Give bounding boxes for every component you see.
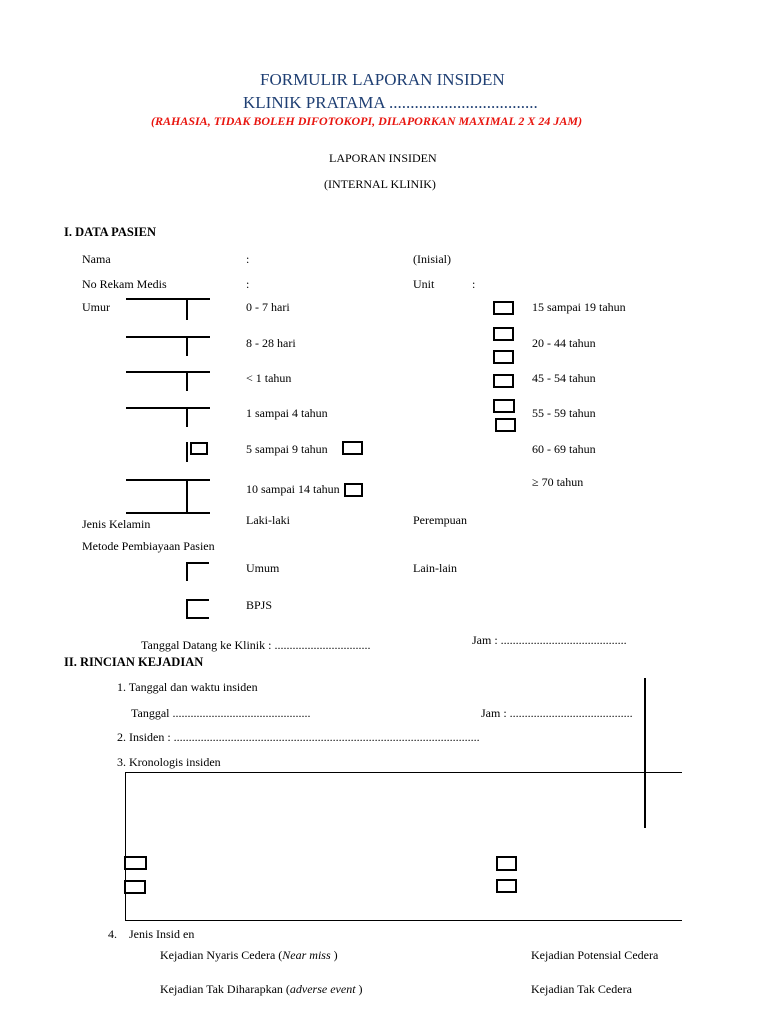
checkbox-no-injury[interactable] xyxy=(496,879,517,893)
age-option-1-4-years: 1 sampai 4 tahun xyxy=(246,406,328,420)
checkbox-age-55-59[interactable] xyxy=(493,374,514,388)
incident-type-number: 4. xyxy=(108,927,117,941)
incident-time-field[interactable]: Jam : ......................................... xyxy=(481,706,633,720)
section-patient-data-heading: I. DATA PASIEN xyxy=(64,225,157,239)
gender-male-option: Laki-laki xyxy=(246,513,290,527)
checkbox-age-45-54[interactable] xyxy=(493,350,514,364)
name-label: Nama xyxy=(82,252,111,266)
near-miss-option xyxy=(160,948,338,963)
checkbox-age-0-7-top[interactable] xyxy=(126,298,210,300)
checkbox-age-under-1-top[interactable] xyxy=(126,371,210,373)
adverse-event-prefix: Kejadian Tak Diharapkan ( xyxy=(160,982,290,996)
medical-record-label: No Rekam Medis xyxy=(82,277,167,291)
unit-label: Unit xyxy=(413,277,435,291)
incident-date-field[interactable]: Tanggal .............................................. xyxy=(131,706,311,720)
age-label: Umur xyxy=(82,300,110,314)
potential-injury-option: Kejadian Potensial Cedera xyxy=(531,948,659,962)
checkbox-pay-bpjs-side xyxy=(186,599,188,619)
checkbox-age-0-7-side xyxy=(186,298,188,320)
clinic-name: KLINIK PRATAMA ................................... xyxy=(243,93,538,112)
age-option-70-plus-years: ≥ 70 tahun xyxy=(532,475,584,489)
adverse-event-suffix: ) xyxy=(355,982,363,996)
age-option-55-59-years: 55 - 59 tahun xyxy=(532,406,596,420)
age-option-10-14-years: 10 sampai 14 tahun xyxy=(246,482,340,496)
report-title: LAPORAN INSIDEN xyxy=(329,151,437,165)
initials-label: (Inisial) xyxy=(413,252,451,266)
gender-female-option: Perempuan xyxy=(413,513,467,527)
age-option-60-69-years: 60 - 69 tahun xyxy=(532,442,596,456)
payment-umum-option: Umum xyxy=(246,561,280,575)
checkbox-age-5-9[interactable] xyxy=(190,442,208,455)
arrival-date-field[interactable]: Tanggal Datang ke Klinik : ................................ xyxy=(141,638,371,652)
near-miss-italic: Near miss xyxy=(282,948,331,962)
checkbox-age-1-4-top[interactable] xyxy=(126,407,210,409)
age-option-15-19-years: 15 sampai 19 tahun xyxy=(532,300,626,314)
unit-colon: : xyxy=(472,277,476,291)
age-option-under-1-year: < 1 tahun xyxy=(246,371,292,385)
checkbox-age-10-14-side xyxy=(186,479,188,513)
checkbox-pay-bpjs-top[interactable] xyxy=(186,599,209,601)
checkbox-age-10-14-bottom xyxy=(126,512,210,514)
incident-field[interactable]: 2. Insiden : ...................................................................................................... xyxy=(117,730,480,744)
checkbox-pay-bpjs-bottom xyxy=(186,617,209,619)
checkbox-age-5-9-side xyxy=(186,442,188,462)
chronology-box-top xyxy=(125,772,682,773)
checkbox-age-5-9-right[interactable] xyxy=(342,441,363,455)
chronology-label: 3. Kronologis insiden xyxy=(117,755,221,769)
payment-other-option: Lain-lain xyxy=(413,561,457,575)
age-option-0-7-days: 0 - 7 hari xyxy=(246,300,290,314)
chronology-box-left xyxy=(125,772,126,921)
checkbox-near-miss[interactable] xyxy=(124,856,147,870)
adverse-event-italic: adverse event xyxy=(289,982,356,996)
checkbox-age-70-plus[interactable] xyxy=(495,418,516,432)
payment-method-label: Metode Pembiayaan Pasien xyxy=(82,539,215,553)
checkbox-adverse-event[interactable] xyxy=(124,880,146,894)
section-incident-details-heading: II. RINCIAN KEJADIAN xyxy=(64,655,204,669)
age-option-45-54-years: 45 - 54 tahun xyxy=(532,371,596,385)
age-option-8-28-days: 8 - 28 hari xyxy=(246,336,296,350)
adverse-event-option xyxy=(160,982,363,997)
chronology-box-bottom xyxy=(125,920,682,921)
no-injury-option: Kejadian Tak Cedera xyxy=(531,982,632,996)
checkbox-age-8-28-side xyxy=(186,336,188,356)
age-option-5-9-years: 5 sampai 9 tahun xyxy=(246,442,328,456)
payment-bpjs-option: BPJS xyxy=(246,598,273,612)
checkbox-age-under-1-side xyxy=(186,371,188,391)
checkbox-age-10-14-right[interactable] xyxy=(344,483,363,497)
name-colon: : xyxy=(246,252,250,266)
checkbox-age-20-44[interactable] xyxy=(493,327,514,341)
checkbox-age-8-28-top[interactable] xyxy=(126,336,210,338)
vertical-rule-right xyxy=(644,678,646,828)
near-miss-suffix: ) xyxy=(330,948,338,962)
checkbox-pay-umum-top[interactable] xyxy=(186,562,209,564)
confidential-note: (RAHASIA, TIDAK BOLEH DIFOTOKOPI, DILAPORKAN MAXIMAL 2 X 24 JAM) xyxy=(151,114,583,128)
checkbox-age-1-4-side xyxy=(186,407,188,427)
checkbox-age-15-19[interactable] xyxy=(493,301,514,315)
arrival-time-field[interactable]: Jam : .......................................... xyxy=(472,633,627,647)
near-miss-prefix: Kejadian Nyaris Cedera ( xyxy=(160,948,283,962)
checkbox-potential-injury[interactable] xyxy=(496,856,517,871)
checkbox-age-60-69[interactable] xyxy=(493,399,515,413)
age-option-20-44-years: 20 - 44 tahun xyxy=(532,336,596,350)
incident-datetime-label: 1. Tanggal dan waktu insiden xyxy=(117,680,258,694)
gender-label: Jenis Kelamin xyxy=(82,517,151,531)
checkbox-pay-umum-side xyxy=(186,562,188,581)
checkbox-age-10-14-top[interactable] xyxy=(126,479,210,481)
incident-type-label: Jenis Insid en xyxy=(129,927,195,941)
medical-record-colon: : xyxy=(246,277,250,291)
form-title: FORMULIR LAPORAN INSIDEN xyxy=(260,70,505,89)
report-scope: (INTERNAL KLINIK) xyxy=(324,177,436,191)
